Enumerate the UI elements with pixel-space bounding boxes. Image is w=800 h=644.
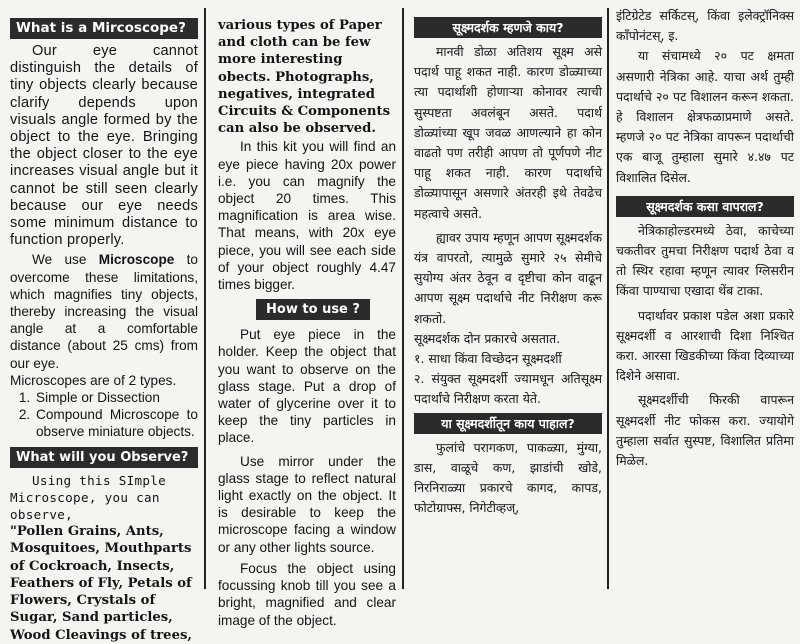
- step-2-paragraph: Use mirror under the glass stage to reflect natural light exactly on the object. It is desirable to keep the microscope facing a window or any other lights source.: [218, 453, 396, 555]
- step-1-paragraph: Put eye piece in the holder. Keep the object that you want to observe on the glass stage. Put a drop of water of glycerine over it to keep the tiny particles in place.: [218, 327, 396, 446]
- marathi-step-2: पदार्थावर प्रकाश पडेल अशा प्रकारे सूक्ष्मदर्शी व आरशाची दिशा निश्चित करा. आरसा खिडकीच्या किंवा दिव्याच्या दिशेने असावा.: [616, 307, 794, 384]
- microscope-term: Microscope: [98, 252, 175, 268]
- marathi-column-2: [616, 0, 794, 595]
- english-column-1: [10, 0, 198, 643]
- column-divider-1: [204, 8, 206, 589]
- type-item-1: 1. Simple or Dissection: [34, 389, 198, 406]
- section-header-how-to-use: How to use ?: [256, 299, 370, 320]
- type-item-2: 2. Compound Microscope to observe miniature objects.: [34, 406, 198, 440]
- section-header-what-is: What is a Mircoscope?: [10, 18, 198, 39]
- marathi-header-observe: या सूक्ष्मदर्शीतून काय पाहाल?: [414, 413, 602, 434]
- observe-list-continued: various types of Paper and cloth can be few more interesting obects. Photographs, negatives, integrated Circuits & Components can also be observed.: [218, 18, 391, 137]
- marathi-observe-paragraph: फुलांचे परागकण, पाकळ्या, मुंग्या, डास, वाळूचे कण, झाडांची खोडे, निरनिराळ्या प्रकारचे कागद, कापड, फोटोग्राफ्स, निगेटीव्हज्,: [414, 439, 602, 516]
- types-list: [10, 389, 198, 441]
- marathi-step-3: सूक्ष्मदर्शीची फिरकी वापरून सूक्ष्मदर्शी नीट फोकस करा. ज्यायोगे तुम्हाला सर्वात सुस्पष्ट, विशालित प्रतिमा मिळेल.: [616, 392, 794, 469]
- kit-paragraph: In this kit you will find an eye piece having 20x power i.e. you can magnify the object 20 times. This magnification is area wise. That means, with 20x eye piece, you will see each side of your object roughly 4.47 times bigger.: [218, 139, 396, 293]
- marathi-intro-paragraph: मानवी डोळा अतिशय सूक्ष्म असे पदार्थ पाहू शकत नाही. कारण डोळ्याच्या त्या पदार्थाशी होणाऱ्या कोनावर त्याची सुस्पष्टता अवलंबून असते. पदार्थ डोळ्यांच्या खूप जवळ आणल्याने हा कोन वाढतो पण तरीही आपण तो पूर्णपणे नीट पाहू शकत नाही. कारण पदार्थाचे डोळ्यापासून असणारे अंतरही इथे तेवढेच महत्वाचे असते.: [414, 44, 602, 221]
- step-3-paragraph: Focus the object using focussing knob till you see a bright, magnified and clear image of the object.: [218, 560, 396, 628]
- marathi-solution-paragraph: ह्यावर उपाय म्हणून आपण सूक्ष्मदर्शक यंत्र वापरतो, त्यामुळे सुमारे २५ सेमीचे सुयोग्य अंतर ठेवून व दृष्टीचा कोन वाढून आपण सूक्ष्म पदार्थाचे नीट निरीक्षण करू शकतो.: [414, 229, 602, 326]
- marathi-header-how-to-use: सूक्ष्मदर्शक कसा वापराल?: [616, 196, 794, 217]
- microscope-paragraph: [10, 251, 198, 371]
- microscope-lead: We use: [32, 252, 99, 268]
- marathi-list-continued: इंटिग्रेटेड सर्किटस्, किंवा इलेक्ट्रॉनिक्स कॉंपोनंटस्, इ.: [616, 8, 794, 44]
- center-divider: [402, 8, 404, 589]
- types-intro: Microscopes are of 2 types.: [10, 372, 177, 388]
- marathi-type-2: २. संयुक्त सूक्ष्मदर्शी ज्यामधून अतिसूक्ष्म पदार्थांचे निरीक्षण करता येते.: [414, 371, 602, 407]
- microscope-rest: to overcome these limitations, which magnifies tiny objects, thereby increasing the visual angle at a comfortable distance (about 25 cms) from our eye.: [10, 252, 198, 371]
- marathi-header-what-is: सूक्ष्मदर्शक म्हणजे काय?: [414, 17, 602, 38]
- intro-paragraph: Our eye cannot distinguish the details of tiny objects clearly because clarify depends upon visuals angle formed by the object to the eye. Bringing the object closer to the eye increases visual angle but it cannot be still seen clearly because our eye needs some minimum distance to function properly.: [10, 43, 198, 249]
- observe-intro: Using this SImple Microscope, you can observe,: [10, 472, 166, 523]
- section-header-observe: What will you Observe?: [10, 447, 198, 468]
- column-divider-3: [607, 8, 609, 589]
- observe-list: "Pollen Grains, Ants, Mosquitoes, Mouthparts of Cockroach, Insects, Feathers of Fly, Petals of Flowers, Crystals of Sugar, Sand particles, Wood Cleavings of trees,: [10, 524, 192, 643]
- marathi-column-1: [414, 0, 602, 595]
- english-column-2: [212, 0, 396, 628]
- marathi-kit-paragraph: या संचामध्ये २० पट क्षमता असणारी नेत्रिका आहे. याचा अर्थ तुम्ही पदार्थाचे २० पट विशालन करून शकता. हे विशालन क्षेत्रफळाप्रमाणे असते. म्हणजे २० पट नेत्रिका वापरून पदार्थाची एक बाजू तुम्हाला सुमारे ४.४७ पट विशालित दिसेल.: [616, 48, 794, 185]
- marathi-step-1: नेत्रिकाहोल्डरमध्ये ठेवा, काचेच्या चकतीवर तुमचा निरीक्षण पदार्थ ठेवा व तो स्थिर रहावा म्हणून त्यावर ग्लिसरीन किंवा पाण्याचा एखादा थेंब टाका.: [616, 222, 794, 299]
- marathi-types-intro: सूक्ष्मदर्शक दोन प्रकारचे असतात.: [414, 330, 561, 346]
- marathi-type-1: १. साधा किंवा विच्छेदन सूक्ष्मदर्शी: [414, 351, 562, 367]
